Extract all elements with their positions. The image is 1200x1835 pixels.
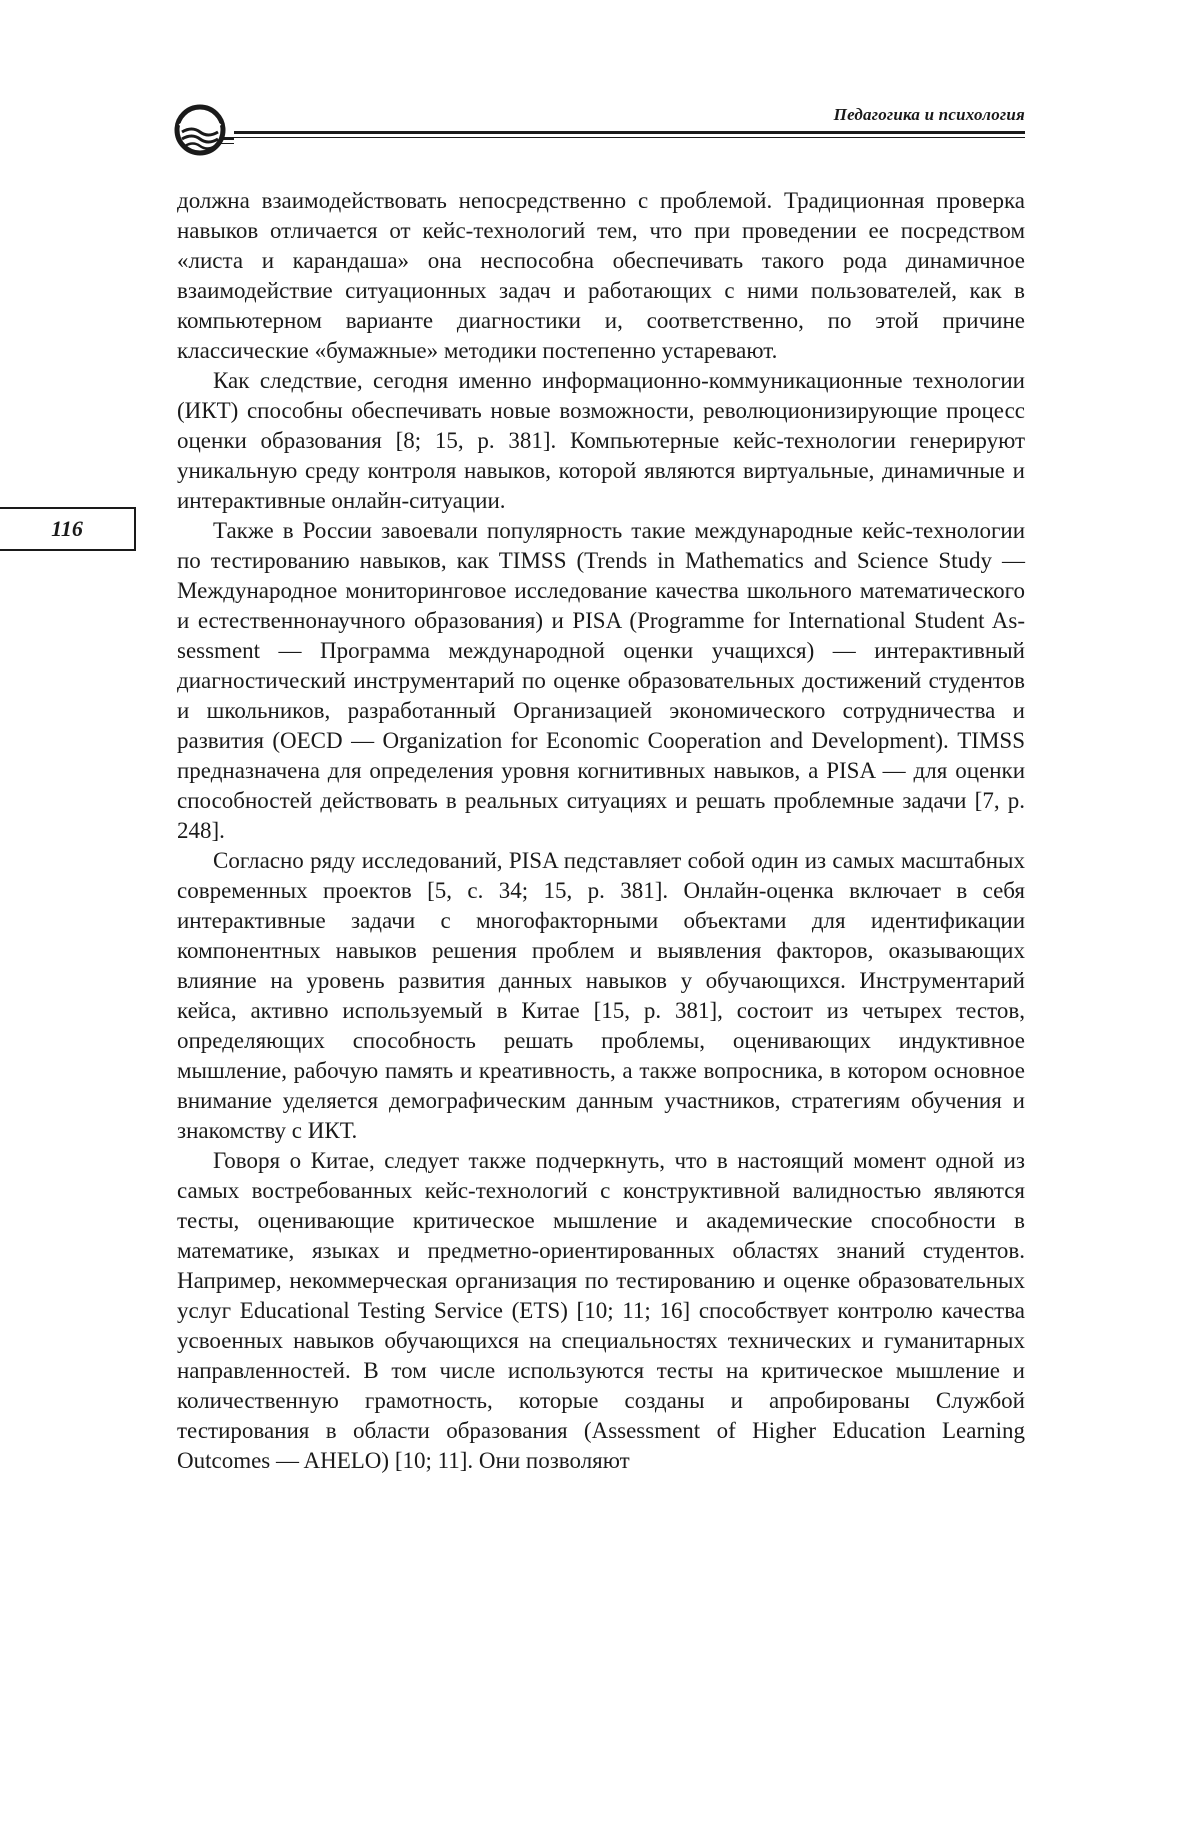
paragraph: Согласно ряду исследований, PISA педставляет собой один из самых масштабных современных проектов [5, с. 34; 15, р. 381]. Онлайн-оценка включает в себя интерактивные задачи с многофакторными объектами для идентификации компонентных навыков решения проблем и выявления факторов, оказывающих влияние на уровень развития данных навыков у обучающихся. Инструментарий кейса, активно используемый в Китае [15, р. 381], состоит из четырех тестов, определяющих способность решать проблемы, оценивающих индуктивное мышление, рабочую память и креативность, а также вопросника, в котором основное внимание уделяется демографическим данным участников, стратегиям обучения и знакомству с ИКТ. (177, 848, 1025, 1143)
page-number: 116 (0, 507, 136, 551)
paragraph: Говоря о Китае, следует также подчеркнуть, что в настоящий момент одной из самых востребованных кейс-технологий с конструктивной валидностью являются тесты, оценивающие критическое мышление и академические способности в математике, языках и предметно-ориентированных областях знаний студентов. Например, некоммерческая организация по тестированию и оценке образовательных услуг Educational Testing Service (ETS) [10; 11; 16] способствует контролю качества усвоенных навыков обучающихся на специальностях технических и гуманитарных направленностей. В том числе используются тесты на критическое мышление и количественную грамотность, которые созданы и апробированы Службой тестирования в области образования (Assessment of Higher Education Learning Outcomes — AHELO) [10; 11]. Они позволяют (177, 1148, 1025, 1473)
header-rule-thin (234, 137, 1025, 138)
paragraph: Также в России завоевали популярность такие международные кейс-технологии по тестированию навыков, как TIMSS (Trends in Mathematics and Science Study — Международное мониторинговое исследование качества школьного математического и естественнонаучного образования) и PISA (Programme for International Student Assessment — Программа международной оценки учащихся) — интерактивный диагностический инструментарий по оценке образовательных достижений студентов и школьников, разработанный Организацией экономического сотрудничества и развития (OECD — Organization for Economic Cooperation and Development). TIMSS предназначена для определения уровня когнитивных навыков, а PISA — для оценки способностей действовать в реальных ситуациях и решать проблемные задачи [7, р. 248]. (177, 518, 1025, 843)
running-title: Педагогика и психология (833, 105, 1025, 124)
header-rule-thick (234, 131, 1025, 134)
page-header (174, 96, 1025, 156)
journal-logo-icon (174, 104, 234, 156)
body-text (177, 186, 1025, 1476)
paragraph: Как следствие, сегодня именно информационно-коммуникационные технологии (ИКТ) способны обеспечивать новые возможности, революционизирующие процесс оценки образования [8; 15, р. 381]. Компьютерные кейс-технологии генерируют уникальную среду контроля навыков, которой являются виртуальные, динамичные и интерактивные онлайн-ситуации. (177, 368, 1025, 513)
paragraph: должна взаимодействовать непосредственно с проблемой. Традиционная проверка навыков отличается от кейс-технологий тем, что при проведении ее посредством «листа и карандаша» она неспособна обеспечивать такого рода динамичное взаимодействие ситуационных задач и работающих с ними пользователей, как в компьютерном варианте диагностики и, соответственно, по этой причине классические «бумажные» методики постепенно устаревают. (177, 188, 1025, 363)
